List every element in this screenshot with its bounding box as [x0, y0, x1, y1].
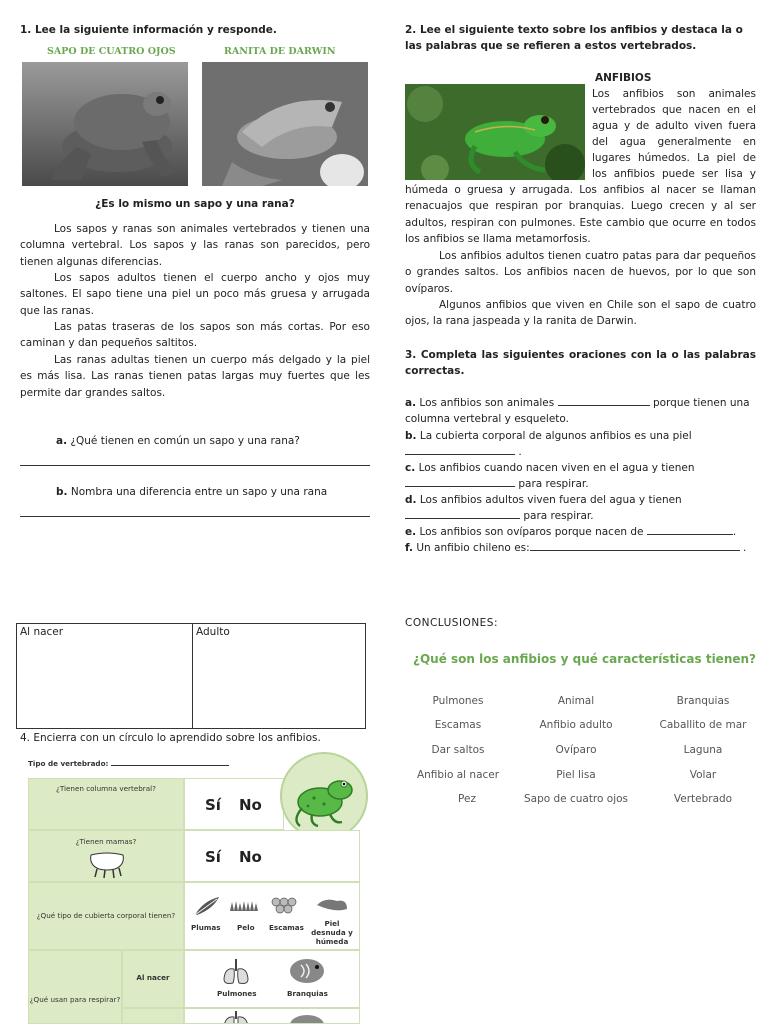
row-mamas-text: ¿Tienen mamas? — [75, 837, 137, 846]
question-b-text: Nombra una diferencia entre un sapo y una rana — [70, 486, 328, 498]
ranita-photo — [202, 62, 368, 186]
udder-icon — [85, 851, 129, 879]
q1-title: 1. Lee la siguiente información y responde. — [20, 24, 277, 36]
sentence-f-marker: f. — [405, 542, 413, 554]
blank-f[interactable] — [530, 540, 740, 551]
word-volar[interactable]: Volar — [689, 769, 717, 781]
row-mamas-question — [28, 830, 184, 882]
row-al-nacer-options — [184, 950, 360, 1008]
gills-icon-adulto[interactable] — [289, 1011, 325, 1024]
word-escamas[interactable]: Escamas — [434, 719, 482, 731]
anfibios-paragraph-3: Algunos anfibios que viven en Chile son el sapo de cuatro ojos, la rana jaspeada y la ranita de Darwin. — [405, 299, 756, 328]
sentence-f-part1: Un anfibio chileno es: — [416, 542, 530, 554]
word-anfibio-al-nacer[interactable]: Anfibio al nacer — [416, 769, 500, 781]
sentence-c — [405, 460, 695, 476]
stages-header-adulto: Adulto — [196, 626, 230, 638]
sentence-d — [405, 492, 682, 508]
sentence-a-marker: a. — [405, 397, 417, 409]
row-cubierta-text: ¿Qué tipo de cubierta corporal tienen? — [36, 911, 176, 920]
covering-plumas: Plumas — [191, 923, 221, 932]
sentence-b-marker: b. — [405, 430, 417, 442]
stages-table — [16, 623, 366, 729]
q3-title: 3. Completa las siguientes oraciones con la o las palabras correctas. — [405, 349, 756, 378]
word-branquias[interactable]: Branquias — [676, 695, 730, 707]
option-branquias: Branquias — [287, 989, 328, 998]
anfibios-paragraph-2: Los anfibios adultos tienen cuatro patas para dar pequeños o grandes saltos. Los anfibios nacen de huevos, por lo que son ovíparos. — [405, 250, 756, 295]
sentence-d-line2 — [405, 508, 594, 524]
sentence-c-part2: para respirar. — [518, 478, 589, 490]
frog-icon — [282, 754, 366, 838]
option-si-mamas[interactable]: Sí — [205, 848, 221, 866]
question-heading: ¿Es lo mismo un sapo y una rana? — [95, 198, 295, 210]
sentence-e-marker: e. — [405, 526, 417, 538]
lungs-icon-adulto[interactable] — [221, 1011, 251, 1024]
sentence-b-part1: La cubierta corporal de algunos anfibios es una piel — [419, 430, 692, 442]
gills-icon[interactable] — [289, 957, 325, 985]
covering-piel: Piel desnuda y húmeda — [311, 919, 353, 946]
frog-badge — [280, 752, 368, 840]
word-pulmones[interactable]: Pulmones — [432, 695, 484, 707]
row-columna-text: ¿Tienen columna vertebral? — [56, 784, 156, 793]
sentence-d-part1: Los anfibios adultos viven fuera del agua y tienen — [419, 494, 682, 506]
sentence-c-marker: c. — [405, 462, 416, 474]
word-laguna[interactable]: Laguna — [683, 744, 723, 756]
anfibios-line-6: los anfibios puede ser lisa y — [592, 168, 756, 180]
sentence-e-part2: . — [732, 526, 737, 538]
fur-icon[interactable] — [229, 899, 259, 913]
word-animal[interactable]: Animal — [557, 695, 595, 707]
lungs-icon[interactable] — [221, 957, 251, 987]
anfibios-line-5: lugares húmedos. La piel de — [592, 152, 756, 164]
question-a — [56, 433, 300, 449]
word-oviparo[interactable]: Ovíparo — [555, 744, 597, 756]
option-no-columna[interactable]: No — [239, 796, 262, 814]
sentence-b-part2: . — [518, 446, 522, 458]
paragraph-1: Los sapos y ranas son animales vertebrados y tienen una columna vertebral. Los sapos y las ranas son parecidos, pero tienen algunas diferencias. — [20, 223, 370, 268]
anfibios-paragraph-1: húmeda o gruesa y arrugada. Los anfibios al nacer se llaman renacuajos que respiran por branquias. Luego crecen y al ser adultos, respiran con pulmones. Este cambio que ocurre en todos los anfibios se llama metamorfosis. — [405, 184, 756, 246]
question-a-marker: a. — [56, 435, 68, 447]
row-al-nacer-text: Al nacer — [136, 973, 170, 982]
blank-b[interactable] — [405, 444, 515, 455]
sentence-f — [405, 540, 746, 556]
stages-cell-adulto[interactable] — [193, 624, 365, 728]
covering-escamas: Escamas — [269, 923, 304, 932]
green-question: ¿Qué son los anfibios y qué características tienen? — [413, 652, 757, 666]
anfibios-line-4: del agua generalmente en — [592, 136, 756, 148]
bare-skin-icon[interactable] — [315, 895, 349, 915]
word-sapo-de-cuatro-ojos[interactable]: Sapo de cuatro ojos — [523, 793, 629, 805]
word-anfibio-adulto[interactable]: Anfibio adulto — [539, 719, 613, 731]
sentence-a — [405, 395, 756, 411]
sentence-a-part1: Los anfibios son animales — [419, 397, 555, 409]
q4-title: 4. Encierra con un círculo lo aprendido sobre los anfibios. — [20, 732, 321, 744]
covering-pelo: Pelo — [237, 923, 255, 932]
answer-line-a[interactable] — [20, 465, 370, 466]
row-cubierta-options — [184, 882, 360, 950]
blank-c[interactable] — [405, 476, 515, 487]
q2-title: 2. Lee el siguiente texto sobre los anfibios y destaca la o las palabras que se refieren a estos vertebrados. — [405, 24, 743, 53]
sentence-b — [405, 428, 692, 444]
tipo-vertebrado-text: Tipo de vertebrado: — [28, 759, 109, 768]
green-frog-photo — [405, 84, 585, 180]
sentence-a-part2: porque tienen una — [652, 397, 750, 409]
anfibios-line-2: vertebrados que nacen en el — [592, 104, 756, 116]
blank-e[interactable] — [647, 524, 733, 535]
tipo-vertebrado-blank[interactable] — [111, 759, 229, 766]
word-vertebrado[interactable]: Vertebrado — [673, 793, 733, 805]
sentence-d-part2: para respirar. — [523, 510, 594, 522]
anfibios-line-3: agua y de adulto viven fuera — [592, 120, 756, 132]
sentence-c-part1: Los anfibios cuando nacen viven en el agua y tienen — [418, 462, 695, 474]
word-caballito-de-mar[interactable]: Caballito de mar — [659, 719, 747, 731]
word-piel-lisa[interactable]: Piel lisa — [556, 769, 596, 781]
row-cubierta-question — [28, 882, 184, 950]
row-al-nacer-label-cell — [122, 950, 184, 1008]
row-mamas-options — [184, 830, 360, 882]
sentence-b-line2 — [405, 444, 522, 460]
row-adulto-options — [184, 1008, 360, 1024]
feather-icon[interactable] — [193, 895, 221, 917]
answer-line-b[interactable] — [20, 516, 370, 517]
toad-photo — [22, 62, 188, 186]
option-si-columna[interactable]: Sí — [205, 796, 221, 814]
row-columna-question — [28, 778, 184, 830]
row-respirar-question — [28, 950, 122, 1024]
word-dar-saltos[interactable]: Dar saltos — [431, 744, 485, 756]
anfibios-title: ANFIBIOS — [595, 72, 652, 84]
sentence-f-part2: . — [743, 542, 747, 554]
scales-icon[interactable] — [271, 897, 299, 915]
stages-header-al-nacer: Al nacer — [20, 626, 64, 638]
blank-d[interactable] — [405, 508, 520, 519]
anfibios-line-1: Los anfibios son animales — [592, 88, 756, 100]
sentence-a-part3: columna vertebral y esqueleto. — [405, 413, 569, 425]
word-pez[interactable]: Pez — [458, 793, 476, 805]
sentence-e-part1: Los anfibios son ovíparos porque nacen de — [419, 526, 644, 538]
question-a-text: ¿Qué tienen en común un sapo y una rana? — [70, 435, 300, 447]
question-b — [56, 484, 327, 500]
tipo-vertebrado-label — [28, 759, 229, 768]
photo1-label: SAPO DE CUATRO OJOS — [47, 46, 176, 57]
conclusiones-label: CONCLUSIONES: — [405, 617, 499, 629]
row-adulto-label-cell — [122, 1008, 184, 1024]
sentence-e — [405, 524, 736, 540]
blank-a[interactable] — [558, 395, 650, 406]
question-b-marker: b. — [56, 486, 68, 498]
paragraph-3: Las patas traseras de los sapos son más cortas. Por eso caminan y dan pequeños saltitos. — [20, 321, 370, 350]
option-pulmones: Pulmones — [217, 989, 257, 998]
stages-cell-al-nacer[interactable] — [17, 624, 193, 728]
sentence-d-marker: d. — [405, 494, 417, 506]
paragraph-2: Los sapos adultos tienen el cuerpo ancho y ojos muy saltones. El sapo tiene una piel un poco más gruesa y arrugada que las ranas. — [20, 272, 370, 317]
photo2-label: RANITA DE DARWIN — [224, 46, 336, 57]
row-columna-options — [184, 778, 284, 830]
option-no-mamas[interactable]: No — [239, 848, 262, 866]
paragraph-4: Las ranas adultas tienen un cuerpo más delgado y la piel es más lisa. Las ranas tienen patas largas muy fuertes que les permite dar grandes saltos. — [20, 354, 370, 399]
row-respirar-text: ¿Qué usan para respirar? — [29, 995, 121, 1004]
sentence-c-line2 — [405, 476, 589, 492]
